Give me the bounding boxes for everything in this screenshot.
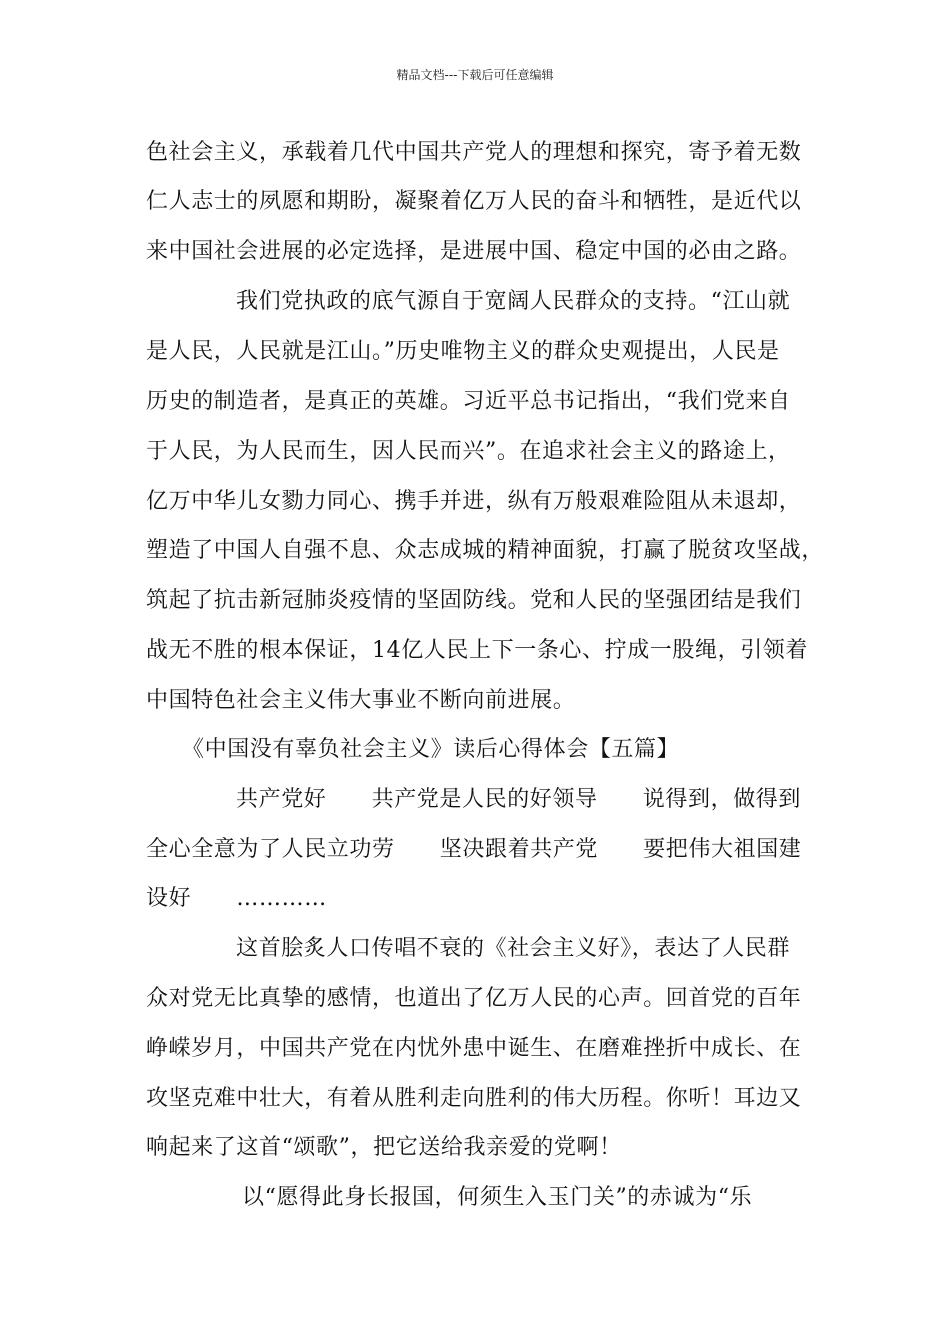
song-lyric-line: 共产党好 共产党是人民的好领导 说得到，做得到 [236,787,802,812]
paragraph-line: 这首脍炙人口传唱不衰的《社会主义好》，表达了人民群 [236,936,791,961]
paragraph-line: 响起来了这首“颂歌”，把它送给我亲爱的党啊！ [146,1135,622,1160]
section-title: 《中国没有辜负社会主义》读后心得体会【五篇】 [182,737,680,762]
paragraph-line: 来中国社会进展的必定选择，是进展中国、稳定中国的必由之路。 [146,239,802,264]
paragraph-line: 筑起了抗击新冠肺炎疫情的坚固防线。党和人民的坚强团结是我们 [146,588,802,613]
page-header: 精品文档---下载后可任意编辑 [396,68,554,82]
paragraph-line: 是人民，人民就是江山。”历史唯物主义的群众史观提出，人民是 [146,339,780,364]
paragraph-line: 峥嵘岁月，中国共产党在内忧外患中诞生、在磨难挫折中成长、在 [146,1036,802,1061]
paragraph-line: 仁人志士的夙愿和期盼，凝聚着亿万人民的奋斗和牺牲，是近代以 [146,189,802,214]
paragraph-line: 色社会主义，承载着几代中国共产党人的理想和探究，寄予着无数 [146,140,802,165]
paragraph-line: 以“愿得此身长报国，何须生入玉门关”的赤诚为“乐 [242,1185,753,1210]
song-lyric-line: 全心全意为了人民立功劳 坚决跟着共产党 要把伟大祖国建 [146,837,802,862]
song-lyric-line: 设好 ………… [146,886,327,911]
paragraph-line: 中国特色社会主义伟大事业不断向前进展。 [146,688,576,713]
paragraph-line: 众对党无比真挚的感情，也道出了亿万人民的心声。回首党的百年 [146,986,802,1011]
paragraph-line: 亿万中华儿女勠力同心、携手并进，纵有万般艰难险阻从未退却， [146,489,802,514]
paragraph-line: 攻坚克难中壮大，有着从胜利走向胜利的伟大历程。你听！耳边又 [146,1086,802,1111]
paragraph-line: 我们党执政的底气源自于宽阔人民群众的支持。“江山就 [236,289,791,314]
paragraph-line: 塑造了中国人自强不息、众志成城的精神面貌，打赢了脱贫攻坚战， [146,538,825,563]
paragraph-line: 于人民，为人民而生，因人民而兴”。在追求社会主义的路途上， [146,439,791,464]
paragraph-line: 战无不胜的根本保证，14亿人民上下一条心、拧成一股绳，引领着 [146,638,808,663]
paragraph-line: 历史的制造者，是真正的英雄。习近平总书记指出，“我们党来自 [146,389,791,414]
